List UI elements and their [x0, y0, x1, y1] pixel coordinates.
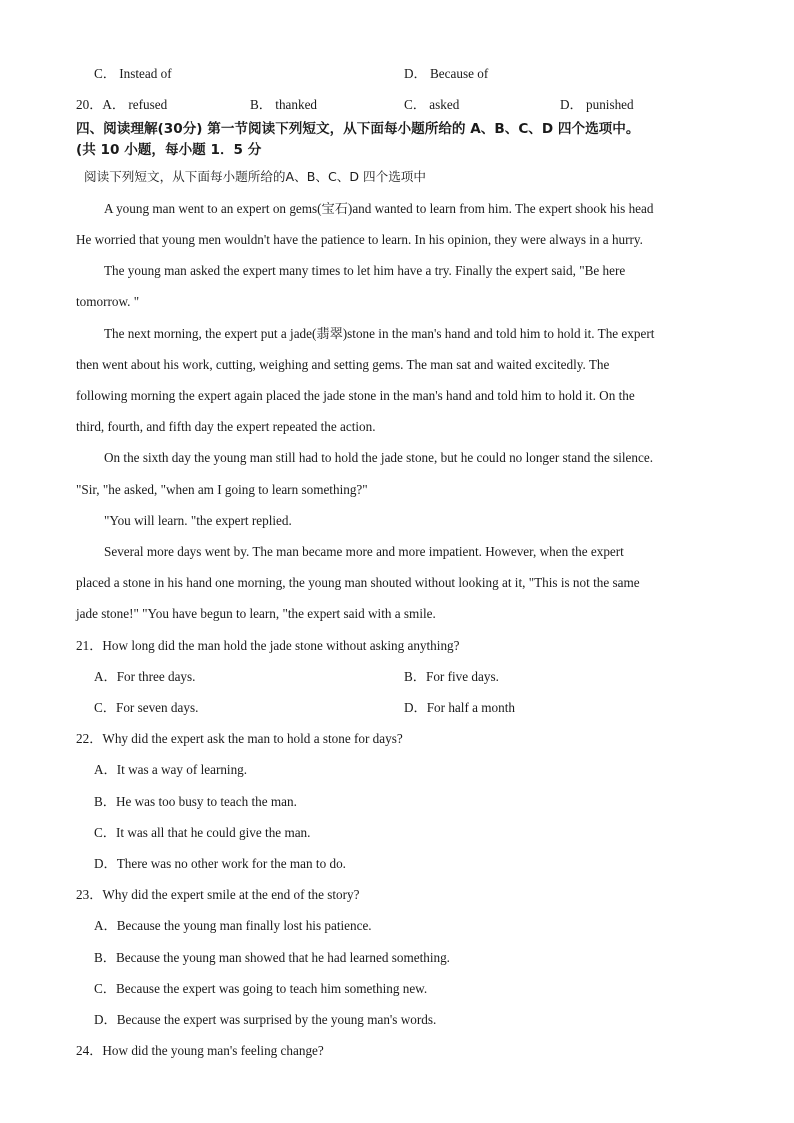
passage-line: jade stone!" "You have begun to learn, "the expert said with a smile.: [76, 606, 436, 621]
q23-option-b: B．Because the young man showed that he had learned something.: [94, 950, 450, 965]
q21-stem: 21．How long did the man hold the jade stone without asking anything?: [76, 638, 460, 653]
q21-option-d: D．For half a month: [404, 700, 515, 715]
q23-option-c: C．Because the expert was going to teach him something new.: [94, 981, 428, 996]
passage-line: placed a stone in his hand one morning, the young man shouted without looking at it, "This is not the same: [76, 575, 640, 590]
q22-option-c: C．It was all that he could give the man.: [94, 825, 311, 840]
q23-option-a: A．Because the young man finally lost his patience.: [94, 918, 372, 933]
q21-option-a: A．For three days.: [94, 669, 196, 684]
q20-option-d: D． punished: [560, 97, 634, 112]
passage-line: He worried that young men wouldn't have the patience to learn. In his opinion, they were always in a hurry.: [76, 232, 643, 247]
passage-line: On the sixth day the young man still had to hold the jade stone, but he could no longer stand the silence.: [104, 450, 654, 465]
q23-option-d: D．Because the expert was surprised by the young man's words.: [94, 1012, 437, 1027]
q21-option-c: C．For seven days.: [94, 700, 199, 715]
passage-line: following morning the expert again placed the jade stone in the man's hand and told him to hold it. On the: [76, 388, 635, 403]
passage-line: "Sir, "he asked, "when am I going to learn something?": [76, 482, 368, 497]
passage-line: third, fourth, and fifth day the expert repeated the action.: [76, 419, 376, 434]
q20-option-a: 20．A． refused: [76, 97, 168, 112]
q24-stem: 24．How did the young man's feeling change?: [76, 1043, 324, 1058]
passage-line: then went about his work, cutting, weighing and setting gems. The man sat and waited excitedly. The: [76, 357, 610, 372]
passage-line: "You will learn. "the expert replied.: [104, 513, 292, 528]
q19-option-c: C． Instead of: [94, 66, 172, 81]
section-heading-sub: (共 10 小题，每小题 1．5 分: [76, 142, 262, 158]
q20-option-b: B． thanked: [250, 97, 318, 112]
passage-line: Several more days went by. The man became more and more impatient. However, when the expert: [104, 544, 624, 559]
q22-option-a: A．It was a way of learning.: [94, 762, 248, 777]
passage-line: A young man went to an expert on gems(宝石)and wanted to learn from him. The expert shook his head: [104, 201, 654, 216]
q20-option-c: C． asked: [404, 97, 460, 112]
q21-option-b: B．For five days.: [404, 669, 499, 684]
q19-option-d: D． Because of: [404, 66, 489, 81]
section-instruction: 阅读下列短文，从下面每小题所给的A、B、C、D 四个选项中: [84, 169, 426, 184]
section-heading: 四、阅读理解(30分) 第一节阅读下列短文，从下面每小题所给的 A、B、C、D 四个选项中。: [76, 121, 640, 137]
q22-option-b: B．He was too busy to teach the man.: [94, 794, 297, 809]
passage-line: The young man asked the expert many times to let him have a try. Finally the expert said, "Be here: [104, 263, 626, 278]
passage-line: The next morning, the expert put a jade(翡翠)stone in the man's hand and told him to hold it. The expert: [104, 326, 655, 341]
passage-line: tomorrow. ": [76, 294, 140, 309]
q22-option-d: D．There was no other work for the man to do.: [94, 856, 346, 871]
q22-stem: 22．Why did the expert ask the man to hold a stone for days?: [76, 731, 403, 746]
q23-stem: 23．Why did the expert smile at the end of the story?: [76, 887, 360, 902]
